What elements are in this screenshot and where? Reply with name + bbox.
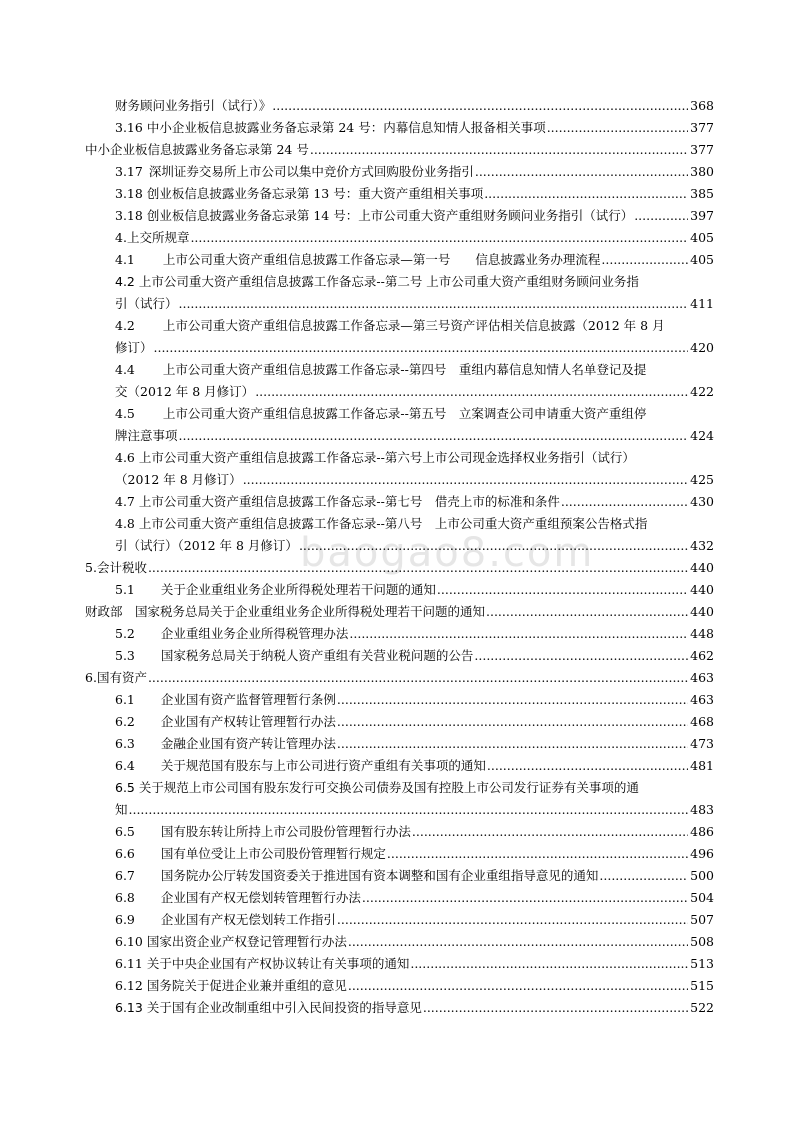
toc-entry[interactable]: [85, 139, 714, 161]
dot-leader: [272, 95, 688, 117]
toc-entry-page: 463: [690, 670, 714, 685]
toc-entry-number: 6.10: [115, 934, 143, 949]
dot-leader: [486, 601, 688, 623]
toc-entry-page: 405: [690, 230, 714, 245]
dot-leader: [474, 645, 688, 667]
dot-leader: [337, 689, 688, 711]
dot-leader: [362, 887, 688, 909]
toc-entry-title: 国有单位受让上市公司股份管理暂行规定: [160, 846, 386, 861]
toc-entry-title: 深圳证券交易所上市公司以集中竞价方式回购股份业务指引: [148, 164, 474, 179]
toc-entry-number: 3.17: [115, 164, 143, 179]
dot-leader: [487, 755, 688, 777]
toc-entry-page: 448: [690, 626, 714, 641]
dot-leader: [348, 975, 688, 997]
toc-entry[interactable]: [115, 205, 714, 227]
dot-leader: [148, 667, 688, 689]
toc-entry-title: 国务院关于促进企业兼并重组的意见: [146, 978, 347, 993]
toc-entry-number: 6.13: [115, 1000, 143, 1015]
dot-leader: [412, 821, 688, 843]
toc-entry-number: 4.: [115, 230, 127, 245]
toc-entry-title: 企业国有产权无偿划转工作指引: [160, 912, 336, 927]
dot-leader: [547, 117, 688, 139]
dot-leader: [561, 491, 688, 513]
dot-leader: [154, 337, 689, 359]
toc-entry[interactable]: [115, 799, 714, 821]
toc-entry[interactable]: [115, 821, 714, 843]
toc-entry-title: 引（试行）（2012 年 8 月修订）: [115, 538, 298, 553]
toc-entry-title: 企业重组业务企业所得税管理办法: [160, 626, 349, 641]
toc-entry-page: 420: [690, 340, 714, 355]
toc-entry-page: 440: [690, 604, 714, 619]
toc-entry-page: 422: [690, 384, 714, 399]
toc-entry-title: 金融企业国有资产转让管理办法: [160, 736, 336, 751]
toc-entry-title: 国有股东转让所持上市公司股份管理暂行办法: [160, 824, 411, 839]
toc-entry-number: 6.1: [115, 692, 135, 707]
toc-entry-page: 486: [690, 824, 714, 839]
toc-entry[interactable]: [115, 755, 714, 777]
toc-entry-page: 507: [690, 912, 714, 927]
toc-entry-number: 6.5: [115, 824, 135, 839]
toc-entry[interactable]: [115, 623, 714, 645]
toc-entry-page: 513: [690, 956, 714, 971]
toc-entry-title: 上市公司重大资产重组信息披露工作备忘录--第七号 借壳上市的标准和条件: [138, 494, 560, 509]
toc-entry-number: 5.: [85, 560, 97, 575]
toc-entry-number: 4.2: [115, 318, 135, 333]
toc-entry[interactable]: [115, 491, 714, 513]
dot-leader: [437, 579, 688, 601]
toc-entry[interactable]: [115, 95, 714, 117]
toc-entry[interactable]: [115, 381, 714, 403]
toc-entry[interactable]: [115, 249, 714, 271]
toc-entry-number: 6.2: [115, 714, 135, 729]
toc-entry-number: 6.6: [115, 846, 135, 861]
toc-entry[interactable]: [115, 469, 714, 491]
toc-entry-title: 财务顾问业务指引（试行）》: [115, 98, 272, 113]
dot-leader: [387, 843, 688, 865]
toc-entry[interactable]: [115, 887, 714, 909]
toc-entry[interactable]: [115, 183, 714, 205]
toc-entry-number: 3.16: [115, 120, 143, 135]
toc-entry-title: 企业国有资产监督管理暂行条例: [160, 692, 336, 707]
toc-entry[interactable]: [115, 733, 714, 755]
toc-entry-title: 关于规范上市公司国有股东发行可交换公司债券及国有控股上市公司发行证券有关事项的通: [138, 780, 639, 795]
toc-entry-number: 4.4: [115, 362, 135, 377]
toc-entry-number: 6.: [85, 670, 97, 685]
toc-entry-title: 国务院办公厅转发国资委关于推进国有资本调整和国有企业重组指导意见的通知: [160, 868, 599, 883]
dot-leader: [599, 865, 688, 887]
toc-entry-title: 引（试行）: [115, 296, 178, 311]
toc-entry-page: 440: [690, 582, 714, 597]
toc-entry-number: 4.5: [115, 406, 135, 421]
toc-entry[interactable]: [115, 579, 714, 601]
toc-entry-title: 知: [115, 802, 128, 817]
toc-entry-page: 425: [690, 472, 714, 487]
toc-entry[interactable]: [85, 667, 714, 689]
toc-entry-page: 432: [690, 538, 714, 553]
toc-entry[interactable]: [115, 909, 714, 931]
toc-entry[interactable]: [115, 161, 714, 183]
toc-entry[interactable]: [115, 447, 714, 469]
dot-leader: [148, 557, 688, 579]
toc-entry-title: 中小企业板信息披露业务备忘录第 24 号: [85, 142, 309, 157]
toc-entry-number: 5.2: [115, 626, 135, 641]
dot-leader: [475, 161, 688, 183]
dot-leader: [129, 799, 689, 821]
toc-entry-title: 企业国有产权无偿划转管理暂行办法: [160, 890, 361, 905]
toc-entry-page: 481: [690, 758, 714, 773]
toc-entry-page: 397: [690, 208, 714, 223]
toc-entry-page: 463: [690, 692, 714, 707]
toc-entry-title: 财政部 国家税务总局关于企业重组业务企业所得税处理若干问题的通知: [85, 604, 486, 619]
dot-leader: [179, 425, 689, 447]
toc-entry-title: 上市公司重大资产重组信息披露工作备忘录--第四号 重组内幕信息知情人名单登记及提: [162, 362, 647, 377]
toc-entry-page: 380: [690, 164, 714, 179]
toc-entry-number: 5.1: [115, 582, 135, 597]
toc-entry-title: 牌注意事项: [115, 428, 178, 443]
toc-entry[interactable]: [115, 271, 714, 293]
toc-entry-page: 504: [690, 890, 714, 905]
toc-entry-number: 6.9: [115, 912, 135, 927]
toc-entry[interactable]: [115, 315, 714, 337]
toc-entry-number: 6.11: [115, 956, 143, 971]
toc-entry-page: 368: [690, 98, 714, 113]
toc-entry-title: 上市公司重大资产重组信息披露工作备忘录—第一号 信息披露业务办理流程: [162, 252, 601, 267]
toc-entry-title: 国家税务总局关于纳税人资产重组有关营业税问题的公告: [160, 648, 474, 663]
toc-entry-number: 6.8: [115, 890, 135, 905]
toc-entry-title: 关于中央企业国有产权协议转让有关事项的通知: [146, 956, 410, 971]
toc-entry-title: 上市公司重大资产重组信息披露工作备忘录--第六号上市公司现金选择权业务指引（试行）: [138, 450, 635, 465]
toc-entry-title: 上市公司重大资产重组信息披露工作备忘录—第三号资产评估相关信息披露（2012 年 8 月: [162, 318, 665, 333]
toc-entry-number: 4.1: [115, 252, 135, 267]
toc-entry-title: 会计税收: [96, 560, 147, 575]
toc-entry-title: （2012 年 8 月修订）: [115, 472, 242, 487]
toc-entry[interactable]: [115, 513, 714, 535]
toc-entry[interactable]: [115, 689, 714, 711]
toc-entry-title: 上市公司重大资产重组信息披露工作备忘录--第五号 立案调查公司申请重大资产重组停: [162, 406, 647, 421]
toc-entry-number: 6.7: [115, 868, 135, 883]
toc-entry-page: 508: [690, 934, 714, 949]
toc-entry[interactable]: [115, 953, 714, 975]
dot-leader: [179, 293, 689, 315]
toc-entry-title: 交（2012 年 8 月修订）: [115, 384, 255, 399]
dot-leader: [255, 381, 688, 403]
toc-entry[interactable]: [115, 117, 714, 139]
dot-leader: [190, 227, 688, 249]
dot-leader: [349, 623, 688, 645]
toc-entry-title: 国有资产: [96, 670, 147, 685]
toc-entry[interactable]: [115, 777, 714, 799]
toc-entry-page: 500: [690, 868, 714, 883]
toc-entry-title: 上市公司重大资产重组信息披露工作备忘录--第二号 上市公司重大资产重组财务顾问业务指: [138, 274, 639, 289]
toc-entry-page: 468: [690, 714, 714, 729]
toc-entry[interactable]: [115, 293, 714, 315]
toc-entry-page: 473: [690, 736, 714, 751]
dot-leader: [337, 909, 688, 931]
toc-entry-title: 修订）: [115, 340, 153, 355]
toc-entry-page: 377: [690, 120, 714, 135]
toc-entry-page: 483: [690, 802, 714, 817]
toc-entry[interactable]: [115, 425, 714, 447]
toc-entry-title: 中小企业板信息披露业务备忘录第 24 号：内幕信息知情人报备相关事项: [146, 120, 546, 135]
toc-entry-number: 6.12: [115, 978, 143, 993]
toc-entry[interactable]: [115, 931, 714, 953]
toc-entry-number: 3.18: [115, 208, 143, 223]
toc-entry-page: 440: [690, 560, 714, 575]
toc-entry-number: 3.18: [115, 186, 143, 201]
toc-entry-page: 385: [690, 186, 714, 201]
toc-entry[interactable]: [115, 711, 714, 733]
toc-entry-number: 6.4: [115, 758, 135, 773]
toc-entry-title: 企业国有产权转让管理暂行办法: [160, 714, 336, 729]
toc-entry-title: 创业板信息披露业务备忘录第 14 号：上市公司重大资产重组财务顾问业务指引（试行）: [146, 208, 634, 223]
dot-leader: [299, 535, 688, 557]
dot-leader: [410, 953, 688, 975]
toc-entry[interactable]: [115, 359, 714, 381]
toc-entry-page: 430: [690, 494, 714, 509]
dot-leader: [348, 931, 688, 953]
dot-leader: [243, 469, 688, 491]
toc-entry-page: 377: [690, 142, 714, 157]
toc-entry[interactable]: [115, 535, 714, 557]
toc-entry-page: 411: [690, 296, 714, 311]
watermark: baogao8.com: [300, 530, 595, 576]
toc-entry-number: 6.5: [115, 780, 135, 795]
toc-entry-title: 关于规范国有股东与上市公司进行资产重组有关事项的通知: [160, 758, 486, 773]
toc-entry[interactable]: [115, 645, 714, 667]
toc-entry-title: 国家出资企业产权登记管理暂行办法: [146, 934, 347, 949]
toc-entry[interactable]: [115, 975, 714, 997]
dot-leader: [634, 205, 688, 227]
dot-leader: [601, 249, 688, 271]
toc-entry-number: 4.6: [115, 450, 135, 465]
toc-entry-page: 515: [690, 978, 714, 993]
dot-leader: [310, 139, 688, 161]
toc-entry-page: 522: [690, 1000, 714, 1015]
toc-entry[interactable]: [115, 227, 714, 249]
toc-entry-page: 496: [690, 846, 714, 861]
toc-entry[interactable]: [115, 865, 714, 887]
dot-leader: [337, 733, 688, 755]
toc-entry-page: 462: [690, 648, 714, 663]
toc-entry-page: 405: [690, 252, 714, 267]
dot-leader: [423, 997, 688, 1019]
toc-entry[interactable]: [85, 557, 714, 579]
toc-entry[interactable]: [115, 403, 714, 425]
toc-entry-title: 上市公司重大资产重组信息披露工作备忘录--第八号 上市公司重大资产重组预案公告格式指: [138, 516, 648, 531]
toc-entry[interactable]: [115, 997, 714, 1019]
toc-entry-number: 5.3: [115, 648, 135, 663]
toc-entry-title: 关于国有企业改制重组中引入民间投资的指导意见: [146, 1000, 422, 1015]
toc-entry-number: 4.2: [115, 274, 135, 289]
dot-leader: [337, 711, 688, 733]
toc-entry-number: 6.3: [115, 736, 135, 751]
toc-entry-number: 4.7: [115, 494, 135, 509]
dot-leader: [484, 183, 688, 205]
toc-entry-title: 关于企业重组业务企业所得税处理若干问题的通知: [160, 582, 436, 597]
toc-entry-page: 424: [690, 428, 714, 443]
toc-entry[interactable]: [85, 601, 714, 623]
toc-entry-title: 上交所规章: [126, 230, 190, 245]
toc-entry-title: 创业板信息披露业务备忘录第 13 号：重大资产重组相关事项: [146, 186, 484, 201]
toc-entry-number: 4.8: [115, 516, 135, 531]
toc-entry[interactable]: [115, 843, 714, 865]
toc-entry[interactable]: [115, 337, 714, 359]
